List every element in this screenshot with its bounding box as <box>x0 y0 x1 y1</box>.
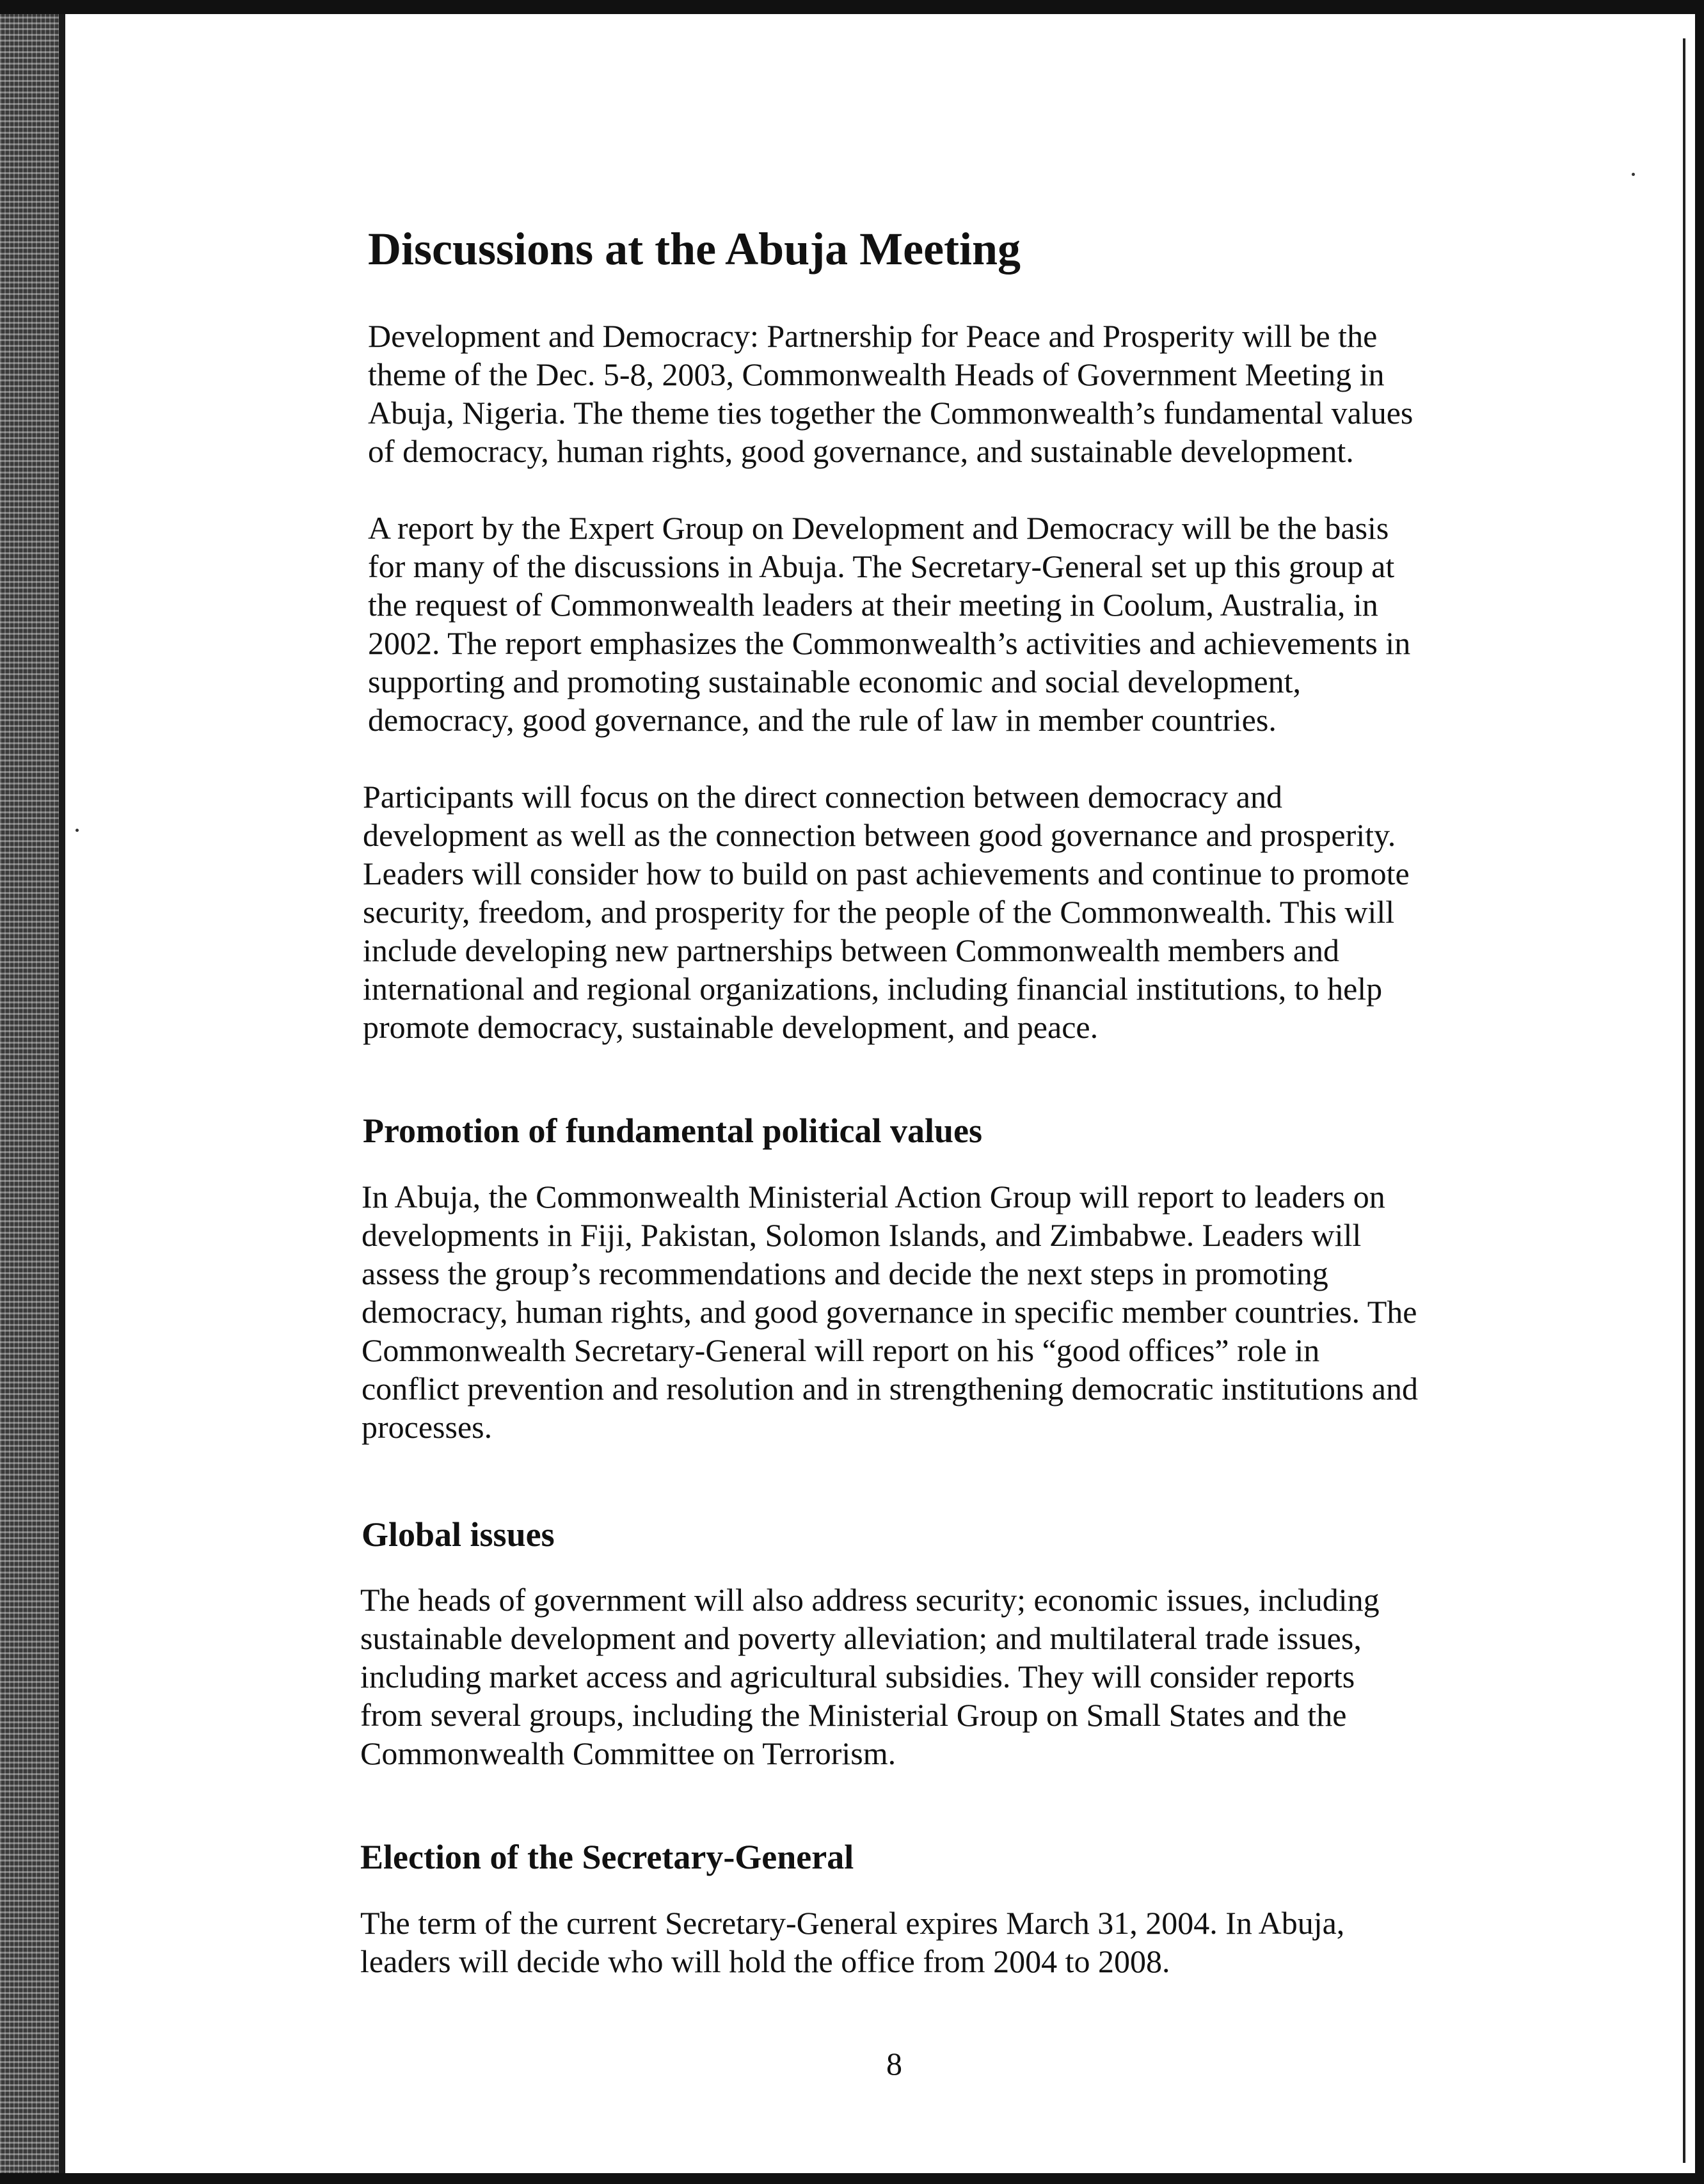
scan-speck <box>1632 173 1635 176</box>
scan-binding-edge <box>0 0 64 2184</box>
intro-paragraph-1: Development and Democracy: Partnership for Peace and Prosperity will be the theme of the Dec. 5-8, 2003, Commonwealth Heads of Government Meeting in Abuja, Nigeria. The theme ties together the Commonwealth’s fundamental values of democracy, human rights, good governance, and sustainable development. <box>368 318 1413 469</box>
section-body-political-values: In Abuja, the Commonwealth Ministerial Action Group will report to leaders on developments in Fiji, Pakistan, Solomon Islands, and Zimbabwe. Leaders will assess the group’s recommendations and decide the next steps in promoting democracy, human rights, and good governance in specific member countries. The Commonwealth Secretary-General will report on his “good offices” role in conflict prevention and resolution and in strengthening democratic institutions and processes. <box>362 1179 1419 1445</box>
section-heading-secretary-general: Election of the Secretary-General <box>360 1838 854 1876</box>
scan-bottom-border <box>0 2173 1704 2184</box>
document-title: Discussions at the Abuja Meeting <box>368 223 1021 275</box>
scan-right-border <box>1695 0 1704 2184</box>
section-heading-political-values: Promotion of fundamental political values <box>363 1112 983 1150</box>
intro-paragraph-2: A report by the Expert Group on Development and Democracy will be the basis for many of the discussions in Abuja. The Secretary-General set up this group at the request of Commonwealth leaders at their meeting in Coolum, Australia, in 2002. The report emphasizes the Commonwealth’s activities and achievements in supporting and promoting sustainable economic and social development, democracy, good governance, and the rule of law in member countries. <box>368 510 1411 738</box>
scan-binding-shadow <box>59 0 65 2184</box>
intro-paragraph-3: Participants will focus on the direct connection between democracy and development as well as the connection between good governance and prosperity. Leaders will consider how to build on past achievements and continue to promote security, freedom, and prosperity for the people of the Commonwealth. This will include developing new partnerships between Commonwealth members and international and regional organizations, including financial institutions, to help promote democracy, sustainable development, and peace. <box>363 779 1410 1045</box>
section-body-secretary-general: The term of the current Secretary-General expires March 31, 2004. In Abuja, leaders will decide who will hold the office from 2004 to 2008. <box>360 1905 1345 1979</box>
section-body-global-issues: The heads of government will also address security; economic issues, including sustainable development and poverty alleviation; and multilateral trade issues, including market access and agricultural subsidies. They will consider reports from several groups, including the Ministerial Group on Small States and the Commonwealth Committee on Terrorism. <box>360 1582 1380 1771</box>
page-number: 8 <box>886 2046 902 2082</box>
section-heading-global-issues: Global issues <box>362 1515 555 1554</box>
scan-right-line <box>1683 38 1685 2163</box>
scan-top-border <box>0 0 1704 14</box>
scan-speck <box>76 829 79 832</box>
